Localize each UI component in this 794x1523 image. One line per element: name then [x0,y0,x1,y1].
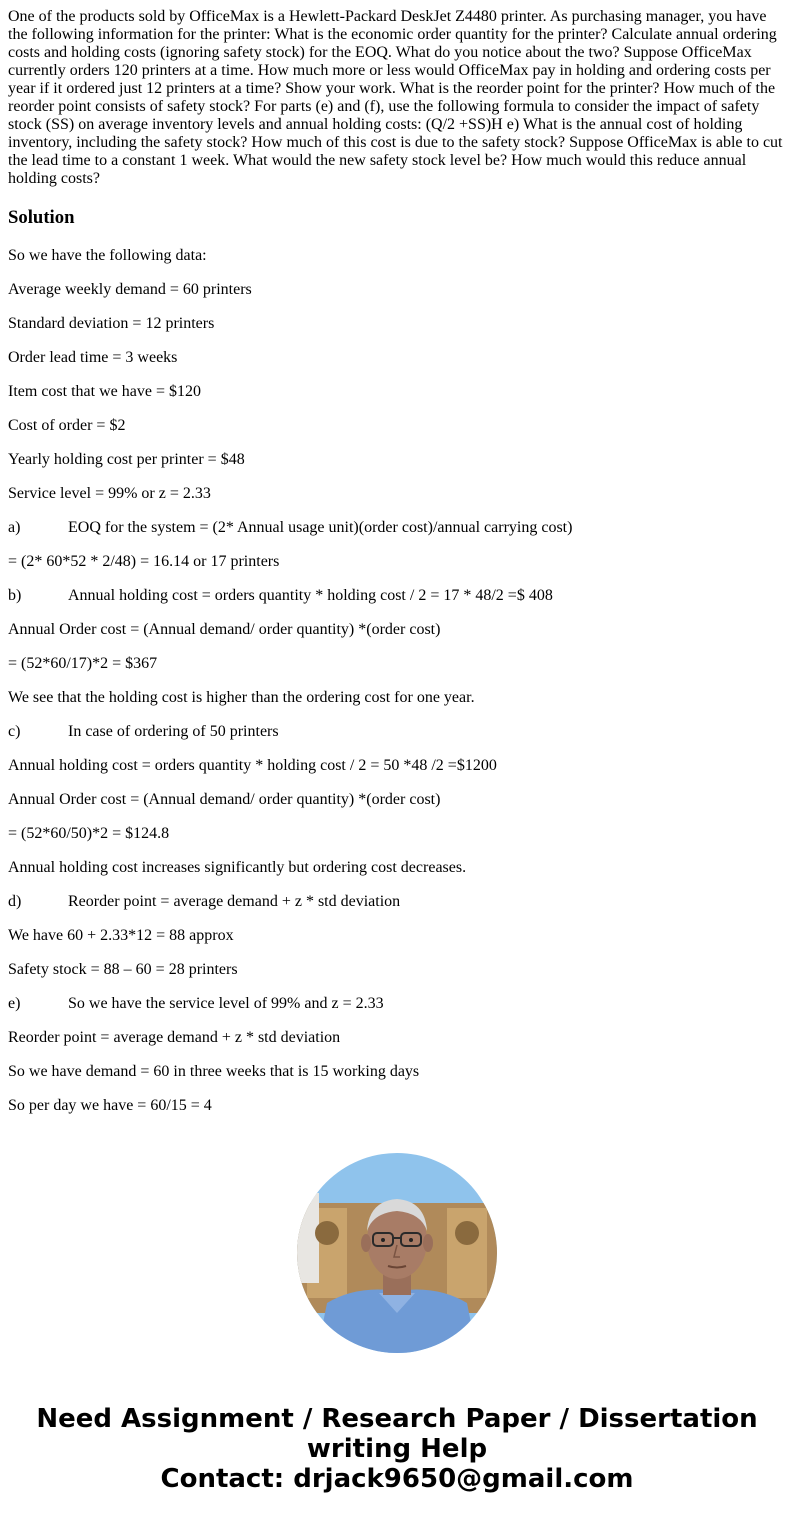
solution-line [8,587,786,605]
solution-line [8,723,786,741]
footer-line-1: Need Assignment / Research Paper / Dissertation [36,1404,758,1434]
solution-line [8,383,786,401]
solution-line-text: Item cost that we have = $120 [8,383,201,400]
solution-line-text: Standard deviation = 12 printers [8,315,215,332]
solution-line [8,553,786,571]
author-portrait [297,1153,497,1353]
solution-line [8,315,786,333]
solution-line-label: c) [8,723,21,740]
solution-line [8,689,786,707]
question-text: One of the products sold by OfficeMax is a Hewlett-Packard DeskJet Z4480 printer. As purchasing manager, you have the following information for the printer: What is the economic order quantity for the printer? Calculate annual ordering costs and holding costs (ignoring safety stock) for the EOQ. What do you notice about the two? Suppose OfficeMax currently orders 120 printers at a time. How much more or less would OfficeMax pay in holding and ordering costs per year if it ordered just 12 printers at a time? Show your work. What is the reorder point for the printer? How much of the reorder point consists of safety stock? For parts (e) and (f), use the following formula to consider the impact of safety stock (SS) on average inventory levels and annual holding costs: (Q/2 +SS)H e) What is the annual cost of holding inventory, including the safety stock? How much of this cost is due to the safety stock? Suppose OfficeMax is able to cut the lead time to a constant 1 week. What would the new safety stock level be? How much would this reduce annual holding costs? [8,8,783,187]
solution-line [8,655,786,673]
solution-line-label: d) [8,893,22,910]
footer-banner [0,1404,794,1494]
footer-line-3: Contact: drjack9650@gmail.com [160,1464,634,1494]
solution-line-text: Average weekly demand = 60 printers [8,281,252,298]
solution-line [8,417,786,435]
solution-line-text: We see that the holding cost is higher than the ordering cost for one year. [8,689,475,706]
solution-line [8,1097,786,1115]
solution-line-text: Order lead time = 3 weeks [8,349,178,366]
solution-line [8,825,786,843]
solution-line-text: So we have the service level of 99% and z = 2.33 [68,995,384,1012]
solution-line-text: So we have demand = 60 in three weeks that is 15 working days [8,1063,420,1080]
solution-line-text: Annual holding cost = orders quantity * holding cost / 2 = 50 *48 /2 =$1200 [8,757,497,774]
solution-line-text: Annual Order cost = (Annual demand/ order quantity) *(order cost) [8,621,441,638]
solution-line-label: e) [8,995,21,1012]
solution-line [8,757,786,775]
solution-heading: Solution [8,207,75,228]
solution-line-text: Yearly holding cost per printer = $48 [8,451,245,468]
solution-line [8,247,786,265]
solution-line-text: Annual Order cost = (Annual demand/ order quantity) *(order cost) [8,791,441,808]
solution-line-text: So per day we have = 60/15 = 4 [8,1097,212,1114]
solution-line-text: Safety stock = 88 – 60 = 28 printers [8,961,238,978]
solution-line-text: Annual holding cost increases significantly but ordering cost decreases. [8,859,467,876]
footer-line-2: writing Help [306,1434,488,1464]
solution-line [8,1063,786,1081]
solution-line-text: = (52*60/50)*2 = $124.8 [8,825,170,842]
solution-line-text: EOQ for the system = (2* Annual usage unit)(order cost)/annual carrying cost) [68,519,573,536]
solution-line [8,927,786,945]
solution-line [8,995,786,1013]
solution-line-text: We have 60 + 2.33*12 = 88 approx [8,927,234,944]
solution-line [8,1029,786,1047]
solution-line-text: Reorder point = average demand + z * std deviation [68,893,401,910]
portrait-image [297,1153,497,1353]
solution-line-text: Cost of order = $2 [8,417,126,434]
solution-line [8,893,786,911]
solution-line [8,349,786,367]
solution-line-text: Annual holding cost = orders quantity * holding cost / 2 = 17 * 48/2 =$ 408 [68,587,553,604]
solution-lines [8,247,786,1115]
solution-line [8,485,786,503]
solution-line [8,621,786,639]
solution-line-text: Reorder point = average demand + z * std deviation [8,1029,341,1046]
solution-line-text: So we have the following data: [8,247,207,264]
solution-line-text: In case of ordering of 50 printers [68,723,279,740]
solution-line [8,791,786,809]
solution-line [8,281,786,299]
solution-line [8,961,786,979]
solution-line [8,451,786,469]
solution-line-label: b) [8,587,22,604]
solution-line-label: a) [8,519,21,536]
solution-line [8,519,786,537]
solution-line-text: = (2* 60*52 * 2/48) = 16.14 or 17 printers [8,553,280,570]
solution-line-text: Service level = 99% or z = 2.33 [8,485,211,502]
solution-line [8,859,786,877]
solution-line-text: = (52*60/17)*2 = $367 [8,655,158,672]
